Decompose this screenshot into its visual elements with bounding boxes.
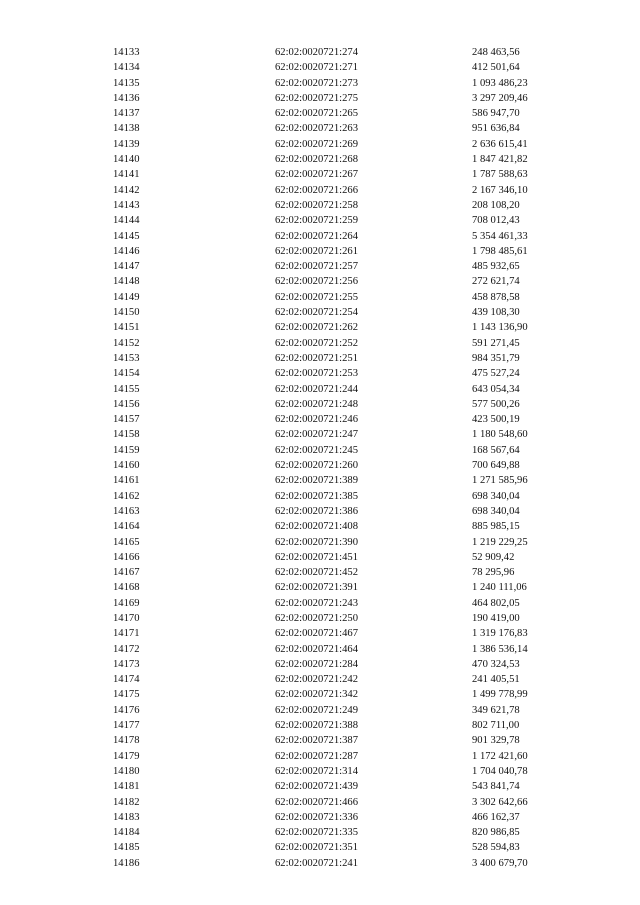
table-row xyxy=(0,810,640,825)
table-row xyxy=(0,535,640,550)
table-row xyxy=(0,152,640,167)
table-row xyxy=(0,213,640,228)
cadastral-number: 62:02:0020721:262 xyxy=(275,322,358,334)
table-row xyxy=(0,642,640,657)
cadastral-number: 62:02:0020721:261 xyxy=(275,245,358,257)
table-row xyxy=(0,351,640,366)
cadastral-number: 62:02:0020721:342 xyxy=(275,689,358,701)
table-row xyxy=(0,412,640,427)
cadastral-value: 1 180 548,60 xyxy=(472,429,528,441)
cadastral-value: 698 340,04 xyxy=(472,490,520,502)
cadastral-number: 62:02:0020721:255 xyxy=(275,291,358,303)
row-number: 14149 xyxy=(113,291,140,303)
cadastral-value: 1 240 111,06 xyxy=(472,582,527,594)
table-row xyxy=(0,45,640,60)
table-row xyxy=(0,91,640,106)
cadastral-number: 62:02:0020721:466 xyxy=(275,796,358,808)
cadastral-value: 423 500,19 xyxy=(472,414,520,426)
cadastral-number: 62:02:0020721:274 xyxy=(275,47,358,58)
row-number: 14144 xyxy=(113,215,140,227)
row-number: 14143 xyxy=(113,199,140,211)
row-number: 14136 xyxy=(113,92,140,104)
cadastral-value: 241 405,51 xyxy=(472,674,520,686)
cadastral-value-table xyxy=(0,45,640,871)
table-row xyxy=(0,320,640,335)
cadastral-value: 528 594,83 xyxy=(472,842,520,854)
row-number: 14142 xyxy=(113,184,140,196)
cadastral-value: 643 054,34 xyxy=(472,383,520,395)
cadastral-number: 62:02:0020721:250 xyxy=(275,612,358,624)
cadastral-value: 190 419,00 xyxy=(472,612,520,624)
row-number: 14183 xyxy=(113,811,140,823)
cadastral-number: 62:02:0020721:267 xyxy=(275,169,358,181)
row-number: 14174 xyxy=(113,674,140,686)
table-row xyxy=(0,244,640,259)
table-row xyxy=(0,611,640,626)
cadastral-value: 951 636,84 xyxy=(472,123,520,135)
table-row xyxy=(0,366,640,381)
cadastral-value: 52 909,42 xyxy=(472,551,515,563)
cadastral-value: 458 878,58 xyxy=(472,291,520,303)
cadastral-number: 62:02:0020721:257 xyxy=(275,261,358,273)
row-number: 14135 xyxy=(113,77,140,89)
cadastral-number: 62:02:0020721:335 xyxy=(275,827,358,839)
table-row xyxy=(0,60,640,75)
cadastral-value: 901 329,78 xyxy=(472,735,520,747)
cadastral-value: 1 499 778,99 xyxy=(472,689,528,701)
cadastral-number: 62:02:0020721:248 xyxy=(275,398,358,410)
cadastral-value: 3 297 209,46 xyxy=(472,92,528,104)
row-number: 14141 xyxy=(113,169,140,181)
table-row xyxy=(0,596,640,611)
cadastral-number: 62:02:0020721:253 xyxy=(275,368,358,380)
cadastral-number: 62:02:0020721:249 xyxy=(275,704,358,716)
cadastral-value: 591 271,45 xyxy=(472,337,520,349)
cadastral-number: 62:02:0020721:247 xyxy=(275,429,358,441)
row-number: 14184 xyxy=(113,827,140,839)
cadastral-number: 62:02:0020721:269 xyxy=(275,138,358,150)
table-row xyxy=(0,749,640,764)
row-number: 14172 xyxy=(113,643,140,655)
row-number: 14179 xyxy=(113,750,140,762)
cadastral-value: 1 143 136,90 xyxy=(472,322,528,334)
row-number: 14153 xyxy=(113,352,140,364)
table-row xyxy=(0,290,640,305)
table-row xyxy=(0,764,640,779)
cadastral-number: 62:02:0020721:408 xyxy=(275,521,358,533)
table-row xyxy=(0,856,640,871)
row-number: 14134 xyxy=(113,62,140,74)
row-number: 14180 xyxy=(113,765,140,777)
cadastral-number: 62:02:0020721:258 xyxy=(275,199,358,211)
row-number: 14152 xyxy=(113,337,140,349)
cadastral-number: 62:02:0020721:385 xyxy=(275,490,358,502)
row-number: 14178 xyxy=(113,735,140,747)
cadastral-number: 62:02:0020721:264 xyxy=(275,230,358,242)
cadastral-value: 485 932,65 xyxy=(472,261,520,273)
cadastral-value: 475 527,24 xyxy=(472,368,520,380)
row-number: 14137 xyxy=(113,108,140,120)
cadastral-number: 62:02:0020721:254 xyxy=(275,307,358,319)
row-number: 14147 xyxy=(113,261,140,273)
cadastral-number: 62:02:0020721:464 xyxy=(275,643,358,655)
cadastral-number: 62:02:0020721:390 xyxy=(275,536,358,548)
cadastral-value: 1 172 421,60 xyxy=(472,750,528,762)
row-number: 14139 xyxy=(113,138,140,150)
table-row xyxy=(0,305,640,320)
cadastral-value: 1 704 040,78 xyxy=(472,765,528,777)
cadastral-value: 820 986,85 xyxy=(472,827,520,839)
table-row xyxy=(0,473,640,488)
cadastral-number: 62:02:0020721:314 xyxy=(275,765,358,777)
row-number: 14165 xyxy=(113,536,140,548)
cadastral-number: 62:02:0020721:271 xyxy=(275,62,358,74)
cadastral-value: 248 463,56 xyxy=(472,47,520,58)
table-row xyxy=(0,703,640,718)
table-row xyxy=(0,106,640,121)
cadastral-number: 62:02:0020721:439 xyxy=(275,781,358,793)
cadastral-number: 62:02:0020721:273 xyxy=(275,77,358,89)
cadastral-value: 700 649,88 xyxy=(472,460,520,472)
table-row xyxy=(0,519,640,534)
cadastral-value: 208 108,20 xyxy=(472,199,520,211)
cadastral-number: 62:02:0020721:287 xyxy=(275,750,358,762)
cadastral-value: 577 500,26 xyxy=(472,398,520,410)
row-number: 14169 xyxy=(113,597,140,609)
cadastral-number: 62:02:0020721:252 xyxy=(275,337,358,349)
cadastral-number: 62:02:0020721:467 xyxy=(275,628,358,640)
table-row xyxy=(0,259,640,274)
table-row xyxy=(0,687,640,702)
row-number: 14151 xyxy=(113,322,140,334)
row-number: 14156 xyxy=(113,398,140,410)
cadastral-value: 885 985,15 xyxy=(472,521,520,533)
cadastral-number: 62:02:0020721:245 xyxy=(275,444,358,456)
cadastral-value: 439 108,30 xyxy=(472,307,520,319)
row-number: 14181 xyxy=(113,781,140,793)
cadastral-value: 984 351,79 xyxy=(472,352,520,364)
cadastral-value: 466 162,37 xyxy=(472,811,520,823)
table-row xyxy=(0,76,640,91)
row-number: 14182 xyxy=(113,796,140,808)
row-number: 14163 xyxy=(113,505,140,517)
table-row xyxy=(0,550,640,565)
row-number: 14171 xyxy=(113,628,140,640)
row-number: 14186 xyxy=(113,857,140,869)
table-row xyxy=(0,198,640,213)
cadastral-number: 62:02:0020721:388 xyxy=(275,720,358,732)
table-row xyxy=(0,504,640,519)
row-number: 14166 xyxy=(113,551,140,563)
cadastral-number: 62:02:0020721:268 xyxy=(275,154,358,166)
cadastral-number: 62:02:0020721:242 xyxy=(275,674,358,686)
table-row xyxy=(0,274,640,289)
row-number: 14164 xyxy=(113,521,140,533)
cadastral-value: 470 324,53 xyxy=(472,658,520,670)
cadastral-value: 586 947,70 xyxy=(472,108,520,120)
row-number: 14150 xyxy=(113,307,140,319)
cadastral-value: 1 847 421,82 xyxy=(472,154,528,166)
cadastral-number: 62:02:0020721:244 xyxy=(275,383,358,395)
cadastral-value: 168 567,64 xyxy=(472,444,520,456)
cadastral-number: 62:02:0020721:452 xyxy=(275,567,358,579)
cadastral-value: 2 636 615,41 xyxy=(472,138,528,150)
table-row xyxy=(0,336,640,351)
cadastral-number: 62:02:0020721:251 xyxy=(275,352,358,364)
cadastral-number: 62:02:0020721:351 xyxy=(275,842,358,854)
table-row xyxy=(0,137,640,152)
table-row xyxy=(0,229,640,244)
table-row xyxy=(0,795,640,810)
table-row xyxy=(0,121,640,136)
cadastral-number: 62:02:0020721:391 xyxy=(275,582,358,594)
cadastral-number: 62:02:0020721:386 xyxy=(275,505,358,517)
row-number: 14168 xyxy=(113,582,140,594)
cadastral-number: 62:02:0020721:241 xyxy=(275,857,358,869)
cadastral-value: 1 271 585,96 xyxy=(472,475,528,487)
table-row xyxy=(0,443,640,458)
table-row xyxy=(0,825,640,840)
row-number: 14167 xyxy=(113,567,140,579)
cadastral-number: 62:02:0020721:260 xyxy=(275,460,358,472)
cadastral-value: 3 400 679,70 xyxy=(472,857,528,869)
row-number: 14158 xyxy=(113,429,140,441)
cadastral-value: 802 711,00 xyxy=(472,720,520,732)
row-number: 14146 xyxy=(113,245,140,257)
cadastral-value: 1 093 486,23 xyxy=(472,77,528,89)
row-number: 14157 xyxy=(113,414,140,426)
row-number: 14173 xyxy=(113,658,140,670)
row-number: 14154 xyxy=(113,368,140,380)
table-row xyxy=(0,427,640,442)
table-row xyxy=(0,840,640,855)
table-row xyxy=(0,718,640,733)
cadastral-value: 78 295,96 xyxy=(472,567,515,579)
row-number: 14161 xyxy=(113,475,140,487)
cadastral-number: 62:02:0020721:263 xyxy=(275,123,358,135)
cadastral-number: 62:02:0020721:266 xyxy=(275,184,358,196)
cadastral-number: 62:02:0020721:256 xyxy=(275,276,358,288)
table-row xyxy=(0,733,640,748)
cadastral-value: 1 798 485,61 xyxy=(472,245,528,257)
cadastral-number: 62:02:0020721:265 xyxy=(275,108,358,120)
cadastral-value: 543 841,74 xyxy=(472,781,520,793)
table-row xyxy=(0,397,640,412)
row-number: 14148 xyxy=(113,276,140,288)
row-number: 14170 xyxy=(113,612,140,624)
row-number: 14138 xyxy=(113,123,140,135)
cadastral-value: 698 340,04 xyxy=(472,505,520,517)
row-number: 14145 xyxy=(113,230,140,242)
row-number: 14162 xyxy=(113,490,140,502)
cadastral-value: 412 501,64 xyxy=(472,62,520,74)
cadastral-value: 1 386 536,14 xyxy=(472,643,528,655)
cadastral-number: 62:02:0020721:246 xyxy=(275,414,358,426)
table-row xyxy=(0,779,640,794)
cadastral-number: 62:02:0020721:387 xyxy=(275,735,358,747)
row-number: 14176 xyxy=(113,704,140,716)
row-number: 14133 xyxy=(113,47,140,58)
table-row xyxy=(0,489,640,504)
table-row xyxy=(0,626,640,641)
cadastral-value: 272 621,74 xyxy=(472,276,520,288)
cadastral-value: 5 354 461,33 xyxy=(472,230,528,242)
table-row xyxy=(0,565,640,580)
table-row xyxy=(0,382,640,397)
cadastral-number: 62:02:0020721:259 xyxy=(275,215,358,227)
cadastral-value: 349 621,78 xyxy=(472,704,520,716)
row-number: 14155 xyxy=(113,383,140,395)
table-row xyxy=(0,580,640,595)
table-row xyxy=(0,672,640,687)
cadastral-number: 62:02:0020721:336 xyxy=(275,811,358,823)
row-number: 14140 xyxy=(113,154,140,166)
cadastral-number: 62:02:0020721:275 xyxy=(275,92,358,104)
row-number: 14185 xyxy=(113,842,140,854)
row-number: 14159 xyxy=(113,444,140,456)
cadastral-value: 1 219 229,25 xyxy=(472,536,528,548)
cadastral-number: 62:02:0020721:243 xyxy=(275,597,358,609)
cadastral-value: 1 787 588,63 xyxy=(472,169,528,181)
row-number: 14175 xyxy=(113,689,140,701)
row-number: 14160 xyxy=(113,460,140,472)
row-number: 14177 xyxy=(113,720,140,732)
cadastral-value: 1 319 176,83 xyxy=(472,628,528,640)
cadastral-number: 62:02:0020721:284 xyxy=(275,658,358,670)
table-row xyxy=(0,167,640,182)
table-row xyxy=(0,183,640,198)
cadastral-value: 3 302 642,66 xyxy=(472,796,528,808)
table-row xyxy=(0,657,640,672)
table-row xyxy=(0,458,640,473)
cadastral-value: 464 802,05 xyxy=(472,597,520,609)
cadastral-value: 708 012,43 xyxy=(472,215,520,227)
cadastral-number: 62:02:0020721:389 xyxy=(275,475,358,487)
cadastral-value: 2 167 346,10 xyxy=(472,184,528,196)
cadastral-number: 62:02:0020721:451 xyxy=(275,551,358,563)
